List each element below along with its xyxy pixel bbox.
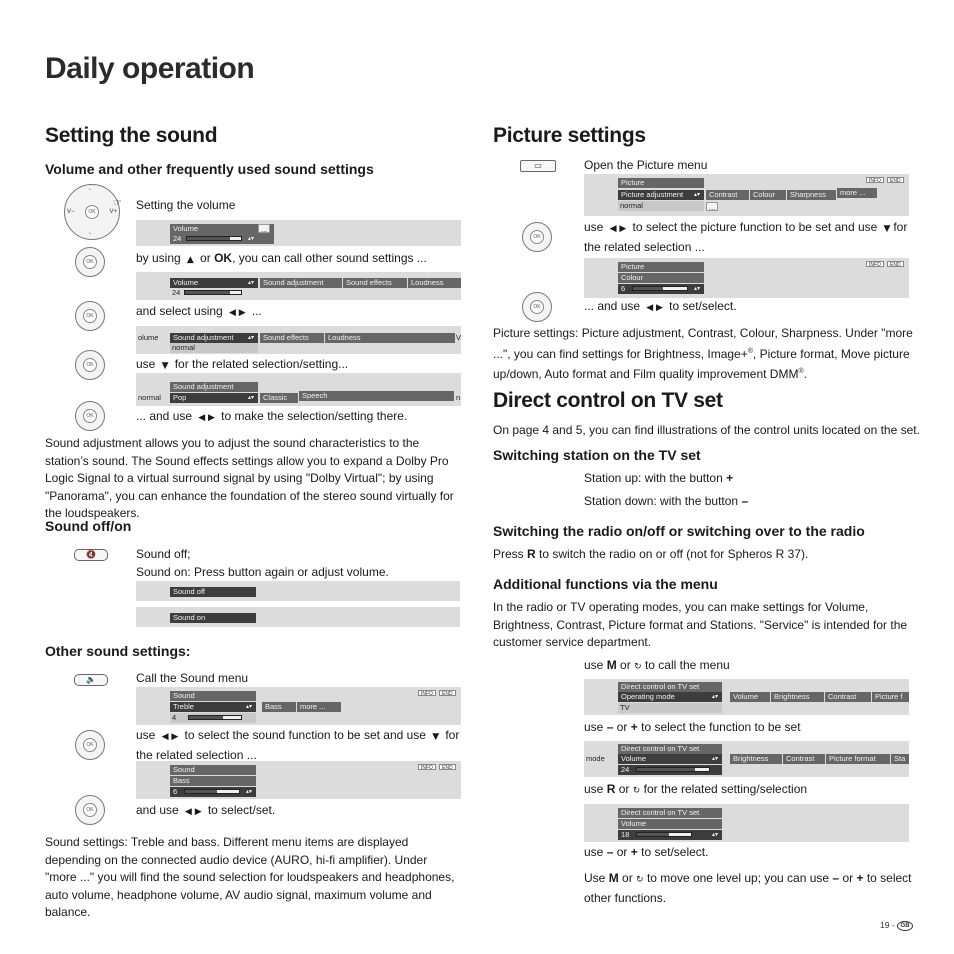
sound-adjustment-options-menu-screen xyxy=(136,373,461,406)
ok-button-icon-5: OK xyxy=(75,401,105,431)
menu4-item-classic: Classic xyxy=(260,393,298,403)
left-right-arrows-icon-2: ◀ ▶ xyxy=(195,413,218,423)
ok-button-icon-6: OK xyxy=(75,730,105,760)
updown-arrows-icon-7: ▴▾ xyxy=(694,192,701,198)
menu-bass: Bass xyxy=(170,776,256,786)
info-badge-3: INFO xyxy=(866,177,884,183)
ok-button-icon: OK xyxy=(85,205,99,219)
direct-volume-slider-2-fill xyxy=(637,833,669,836)
menu4-header: Sound adjustment xyxy=(170,382,258,392)
end-badge-3: END xyxy=(887,177,904,183)
menu4-right-cut: n xyxy=(456,393,461,402)
step-by-using: by using ▲ or OK, you can call other sound settings ... xyxy=(136,251,427,265)
step-select-set: and use ◀ ▶ to select/set. xyxy=(136,803,276,817)
additional-functions-subheading: Additional functions via the menu xyxy=(493,576,718,592)
sound-settings-paragraph: Sound settings: Treble and bass. Different menu items are displayed depending on the connected audio device (AURO, hi-fi amplifier). Under "more ..." you will find the sound selection for loudspeakers and headphones, auto volume, headphone volume, AV audio signal, maximum volume and balance. xyxy=(45,835,455,919)
sound-adjustment-menu-screen xyxy=(136,326,461,354)
volume-slider-fill xyxy=(187,237,230,240)
direct-menu2-value: 24 xyxy=(621,765,630,774)
gb-language-badge: GB xyxy=(897,921,913,931)
sound-bass-menu-screen xyxy=(136,761,461,799)
sound-off-subheading: Sound off/on xyxy=(45,518,132,534)
call-sound-menu: Call the Sound menu xyxy=(136,671,249,685)
step-select-picture-function: use ◀ ▶ to select the picture function to be set and use ▼ for the related selection ... xyxy=(584,220,908,254)
picture-menu-header: Picture xyxy=(618,178,704,188)
step-use-down: use ▼ for the related selection/setting... xyxy=(136,357,349,371)
menu-bass-item: Bass xyxy=(262,702,296,712)
menu-volume-value: 24 xyxy=(173,234,182,243)
end-badge-4: END xyxy=(887,261,904,267)
menu-volume-label: Volume xyxy=(170,224,274,234)
step-set-select: use – or + to set/select. xyxy=(584,845,709,859)
picture-menu-button-icon xyxy=(520,160,556,172)
picture-settings-paragraph: Picture settings: Picture adjustment, Contrast, Colour, Sharpness. Under "more ...", you can find settings for Brightness, Image+®, Picture format, Move picture up/down, Auto format and Film quality improvement DMM®. xyxy=(493,326,913,381)
updown-arrows-icon-10: ▴▾ xyxy=(712,756,719,762)
menu-more-box: ... xyxy=(258,224,270,233)
updown-arrows-icon-3: ▴▾ xyxy=(248,335,255,341)
direct-menu3-volume: Volume xyxy=(618,819,722,829)
volume-menu-screen xyxy=(136,220,461,246)
menu-sound-off: Sound off xyxy=(170,587,256,597)
direct-control-heading: Direct control on TV set xyxy=(493,389,723,412)
updown-arrows-icon-8: ▴▾ xyxy=(694,286,701,292)
speaker-muted-icon: 🔇 xyxy=(86,550,96,559)
down-arrow-icon-2: ▼ xyxy=(429,732,442,742)
station-up: Station up: with the button + xyxy=(584,471,734,485)
picture-contrast-item: Contrast xyxy=(706,190,749,200)
direct-menu2-volume: Volume xyxy=(618,754,722,764)
menu2-volume-value: 24 xyxy=(172,288,181,297)
colour-slider xyxy=(632,286,688,291)
menu-bass-value: 6 xyxy=(173,787,178,796)
station-down: Station down: with the button – xyxy=(584,494,749,508)
step-select-function: use – or + to select the function to be set xyxy=(584,720,801,734)
picture-menu2-header: Picture xyxy=(618,262,704,272)
menu2-item-sound-adjustment: Sound adjustment xyxy=(260,278,342,288)
additional-functions-paragraph: In the radio or TV operating modes, you can make settings for Volume, Brightness, Contrast, Picture format and Stations. "Service" is intended for the customer service department. xyxy=(493,600,908,649)
menu4-pop: Pop xyxy=(170,393,258,403)
end-badge: END xyxy=(439,690,456,696)
picture-more-item: more ... xyxy=(837,188,877,198)
sound-treble-menu-screen xyxy=(136,687,461,725)
menu2-sound-header: Sound xyxy=(170,765,256,775)
updown-arrows-icon-6: ▴▾ xyxy=(246,789,253,795)
direct-contrast-item: Contrast xyxy=(825,692,871,702)
volume-slider-2-fill xyxy=(185,291,230,294)
picture-colour-value: 6 xyxy=(621,284,626,293)
menu3-right-cut: V xyxy=(456,333,461,342)
info-badge-2: INFO xyxy=(418,764,436,770)
menu-treble: Treble xyxy=(170,702,256,712)
menu4-item-speech: Speech xyxy=(299,391,454,401)
mute-button-icon xyxy=(74,549,108,561)
ok-button-icon-9: OK xyxy=(522,292,552,322)
volume-slider xyxy=(186,236,242,241)
menu3-item-loudness: Loudness xyxy=(325,333,455,343)
down-arrow-icon-3: ▼ xyxy=(880,224,894,234)
picture-adjustment-value: normal xyxy=(618,201,704,211)
menu2-item-loudness: Loudness xyxy=(408,278,461,288)
direct-menu1-header: Direct control on TV set xyxy=(618,682,722,692)
step-setting-volume: Setting the volume xyxy=(136,198,236,212)
menu3-sound-adjustment: Sound adjustment xyxy=(170,333,258,343)
updown-arrows-icon-2: ▴▾ xyxy=(248,280,255,286)
ok-button-icon-3: OK xyxy=(75,301,105,331)
picture-menu-screen xyxy=(584,174,909,216)
sound-off-menu-screen xyxy=(136,581,460,601)
sound-on-menu-screen xyxy=(136,607,460,627)
menu-more-item: more ... xyxy=(297,702,341,712)
updown-arrows-icon-4: ▴▾ xyxy=(248,395,255,401)
menu2-item-sound-effects: Sound effects xyxy=(343,278,407,288)
menu3-left-cut: olume xyxy=(138,333,159,342)
menu4-left-cut: normal xyxy=(138,393,161,402)
down-arrow-icon: ▼ xyxy=(158,361,172,371)
ok-button-icon-2: OK xyxy=(75,247,105,277)
vplus-icon: V+ xyxy=(109,209,117,215)
radio-subheading: Switching the radio on/off or switching over to the radio xyxy=(493,523,865,539)
info-badge-4: INFO xyxy=(866,261,884,267)
end-badge-2: END xyxy=(439,764,456,770)
direct-volume-slider-fill xyxy=(637,768,695,771)
picture-sharpness-item: Sharpness xyxy=(787,190,836,200)
step-select-using: and select using ◀ ▶ ... xyxy=(136,304,262,318)
dot-down-icon: • xyxy=(89,231,91,237)
volume-slider-2 xyxy=(184,290,242,295)
step-move-level-up: Use M or ↻ to move one level up; you can use – or + to select other functions. xyxy=(584,871,912,905)
direct-menu3-header: Direct control on TV set xyxy=(618,808,722,818)
left-right-arrows-icon-5: ◀ ▶ xyxy=(606,224,630,234)
direct-volume-menu-screen xyxy=(584,741,909,777)
page-number: 19 - GB xyxy=(880,920,913,931)
ok-button-icon-7: OK xyxy=(75,795,105,825)
left-right-arrows-icon-6: ◀ ▶ xyxy=(643,303,666,313)
open-picture-menu: Open the Picture menu xyxy=(584,158,708,172)
direct-brightness-item: Brightness xyxy=(771,692,824,702)
step-call-menu: use M or ↻ to call the menu xyxy=(584,658,730,672)
rotate-icon-3: ↻ xyxy=(636,875,644,885)
sound-menu-button-icon xyxy=(74,674,108,686)
step-related-setting: use R or ↻ for the related setting/selection xyxy=(584,782,808,796)
left-right-arrows-icon-4: ◀ ▶ xyxy=(182,807,205,817)
colour-slider-fill xyxy=(633,287,663,290)
sound-off-line2: Sound on: Press button again or adjust volume. xyxy=(136,565,389,579)
direct-menu2-contrast: Contrast xyxy=(783,754,825,764)
picture-more-box: ... xyxy=(706,202,718,211)
picture-colour-label: Colour xyxy=(618,273,704,283)
picture-adjustment-item: Picture adjustment xyxy=(618,190,704,200)
menu-treble-value: 4 xyxy=(170,713,256,723)
direct-menu2-left-cut: mode xyxy=(586,754,605,763)
switching-station-subheading: Switching station on the TV set xyxy=(493,447,701,463)
direct-operating-mode-value: TV xyxy=(618,703,722,713)
dot-up-icon: • xyxy=(89,187,91,193)
step-make-selection: ... and use ◀ ▶ to make the selection/setting there. xyxy=(136,409,408,423)
direct-volume-item: Volume xyxy=(730,692,770,702)
direct-menu3-value: 18 xyxy=(621,830,630,839)
direct-picture-format-item: Picture f xyxy=(872,692,909,702)
direct-menu2-header: Direct control on TV set xyxy=(618,744,722,754)
updown-arrows-icon: ▴▾ xyxy=(248,236,255,242)
updown-arrows-icon-11: ▴▾ xyxy=(712,832,719,838)
bass-slider xyxy=(184,789,240,794)
picture-colour-item: Colour xyxy=(750,190,786,200)
ok-button-icon-4: OK xyxy=(75,350,105,380)
sound-off-line1: Sound off; xyxy=(136,547,191,561)
picture-settings-heading: Picture settings xyxy=(493,124,646,147)
menu3-item-sound-effects: Sound effects xyxy=(260,333,324,343)
remote-volume-ring-icon xyxy=(64,184,120,240)
direct-control-intro: On page 4 and 5, you can find illustrations of the control units located on the set. xyxy=(493,423,920,437)
hand-pointer-icon: ☞ xyxy=(113,198,122,209)
sound-options-menu-screen xyxy=(136,272,461,300)
updown-arrows-icon-9: ▴▾ xyxy=(712,694,719,700)
info-badge: INFO xyxy=(418,690,436,696)
direct-volume-set-menu-screen xyxy=(584,804,909,842)
page-title: Daily operation xyxy=(45,52,255,85)
menu3-value: normal xyxy=(170,343,258,353)
volume-subheading: Volume and other frequently used sound settings xyxy=(45,161,374,177)
direct-menu2-brightness: Brightness xyxy=(730,754,782,764)
direct-volume-slider xyxy=(636,767,710,772)
direct-operating-mode: Operating mode xyxy=(618,692,722,702)
direct-control-menu-screen xyxy=(584,679,909,715)
up-arrow-icon: ▲ xyxy=(184,255,197,265)
step-picture-set-select: ... and use ◀ ▶ to set/select. xyxy=(584,299,737,313)
step-select-sound-function: use ◀ ▶ to select the sound function to be set and use ▼ for the related selection ... xyxy=(136,728,460,762)
treble-slider-fill xyxy=(189,716,223,719)
direct-menu2-stations: Sta xyxy=(891,754,909,764)
direct-volume-slider-2 xyxy=(636,832,692,837)
bass-slider-fill xyxy=(185,790,217,793)
menu2-volume-label: Volume xyxy=(170,278,258,288)
left-right-arrows-icon-3: ◀ ▶ xyxy=(158,732,182,742)
other-sound-subheading: Other sound settings: xyxy=(45,643,191,659)
screen-icon: ▭ xyxy=(534,161,542,170)
treble-slider xyxy=(188,715,242,720)
radio-text: Press R to switch the radio on or off (not for Spheros R 37). xyxy=(493,547,809,561)
updown-arrows-icon-5: ▴▾ xyxy=(246,704,253,710)
left-right-arrows-icon: ◀ ▶ xyxy=(226,308,249,318)
vminus-icon: V− xyxy=(67,209,75,215)
direct-menu2-picture-format: Picture format xyxy=(826,754,890,764)
rotate-icon: ↻ xyxy=(634,662,642,672)
setting-sound-heading: Setting the sound xyxy=(45,124,218,147)
rotate-icon-2: ↻ xyxy=(632,786,641,796)
speaker-icon: 🔈 xyxy=(86,675,96,684)
sound-adjustment-paragraph: Sound adjustment allows you to adjust the sound characteristics to the station’s sound. The Sound effects settings allow you to expand a Dolby Pro Logic Signal to a virtual surround signal by using "Dolby Virtual"; by using "Panorama", you can enhance the foundation of the stereo sound virtually for the loudspeakers. xyxy=(45,436,454,520)
menu-sound-header: Sound xyxy=(170,691,256,701)
picture-colour-menu-screen xyxy=(584,258,909,298)
ok-button-icon-8: OK xyxy=(522,222,552,252)
menu-sound-on: Sound on xyxy=(170,613,256,623)
